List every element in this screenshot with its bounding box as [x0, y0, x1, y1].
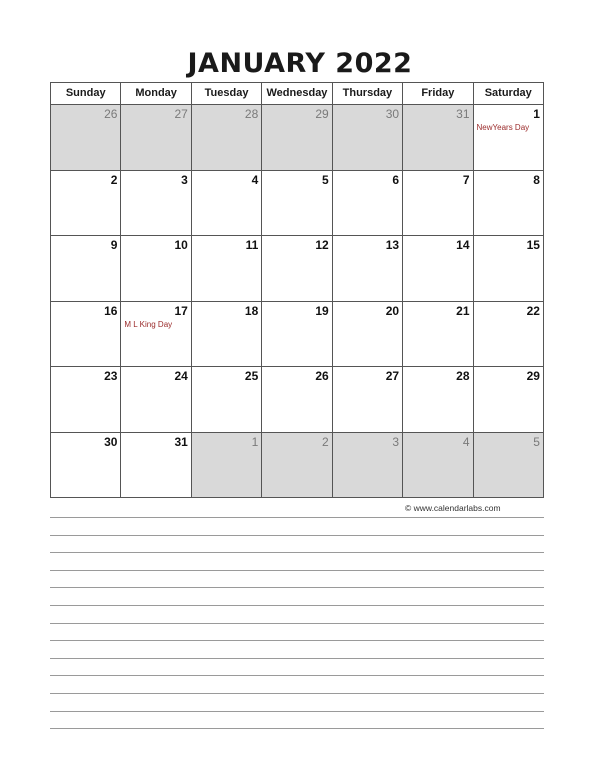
weeks-container: [51, 105, 543, 497]
day-cell: [51, 236, 120, 301]
day-number: 16: [104, 303, 118, 318]
day-cell-other-month: [261, 433, 331, 498]
week-row: [51, 366, 543, 432]
day-cell: [402, 367, 472, 432]
day-number: 3: [181, 172, 188, 187]
note-line: [50, 693, 544, 694]
day-number: 26: [315, 369, 329, 383]
day-cell: [473, 105, 543, 170]
day-number: 17: [174, 303, 188, 318]
day-cell-other-month: [402, 105, 472, 170]
note-line: [50, 605, 544, 606]
week-row: [51, 301, 543, 367]
day-cell-other-month: [332, 105, 402, 170]
day-number: 20: [385, 303, 400, 318]
day-number: 1: [533, 107, 540, 121]
day-cell-other-month: [191, 433, 261, 498]
day-number: 1: [251, 434, 259, 449]
day-cell: [402, 302, 472, 367]
day-cell: [473, 171, 543, 236]
weekday-header-sunday: Sunday: [65, 87, 106, 99]
day-cell: [120, 236, 190, 301]
note-line: [50, 623, 544, 624]
day-number: 24: [174, 369, 188, 383]
day-number: 19: [315, 303, 329, 318]
note-line: [50, 535, 544, 536]
day-cell: [51, 367, 120, 432]
day-cell: [120, 171, 190, 236]
weekday-header-tuesday: Tuesday: [191, 83, 261, 104]
day-cell: [261, 302, 331, 367]
note-line: [50, 728, 544, 729]
day-number: 3: [392, 434, 400, 449]
week-row: [51, 170, 543, 236]
day-number: 5: [322, 172, 329, 187]
day-cell: [261, 171, 331, 236]
day-number: 28: [244, 107, 259, 121]
day-cell: [51, 433, 120, 498]
day-cell-other-month: [402, 433, 472, 498]
day-number: 21: [456, 303, 470, 318]
day-number: 29: [315, 107, 329, 121]
day-number: 22: [526, 303, 540, 318]
day-number: 4: [462, 434, 470, 449]
day-cell: [473, 302, 543, 367]
day-number: 14: [456, 238, 470, 252]
note-line: [50, 640, 544, 641]
day-cell: [332, 236, 402, 301]
day-cell: [120, 302, 190, 367]
day-number: 4: [251, 172, 259, 187]
day-cell: [191, 236, 261, 301]
day-cell: [120, 433, 190, 498]
day-number: 2: [110, 172, 118, 187]
note-line: [50, 711, 544, 712]
holiday-label: NewYears Day: [476, 123, 530, 132]
day-number: 5: [533, 434, 540, 449]
holiday-label: M L King Day: [124, 319, 173, 329]
day-cell: [402, 236, 472, 301]
day-cell: [51, 171, 120, 236]
day-number: 9: [110, 238, 118, 252]
day-number: 13: [385, 238, 400, 252]
day-cell: [473, 367, 543, 432]
weekday-header-saturday: Saturday: [473, 83, 543, 104]
day-number: 8: [533, 172, 540, 187]
day-cell: [473, 236, 543, 301]
day-number: 26: [104, 107, 118, 121]
day-cell: [51, 302, 120, 367]
day-cell: [261, 236, 331, 301]
day-number: 15: [526, 238, 540, 252]
calendar-grid: [50, 82, 544, 498]
week-row: [51, 105, 543, 170]
day-cell: [332, 171, 402, 236]
day-cell-other-month: [191, 105, 261, 170]
day-number: 25: [244, 369, 259, 383]
day-number: 30: [385, 107, 400, 121]
day-number: 28: [456, 369, 470, 383]
day-cell: [191, 302, 261, 367]
day-number: 29: [526, 369, 540, 383]
day-cell: [332, 302, 402, 367]
weekday-header-row: [51, 83, 543, 105]
day-cell-other-month: [332, 433, 402, 498]
weekday-header-wednesday: Wednesday: [261, 83, 331, 104]
day-number: 2: [322, 434, 329, 449]
day-number: 31: [174, 434, 188, 449]
day-cell-other-month: [51, 105, 120, 170]
day-cell-other-month: [473, 433, 543, 498]
notes-lines: [50, 517, 544, 746]
week-row: [51, 235, 543, 301]
day-number: 27: [385, 369, 400, 383]
day-cell: [402, 171, 472, 236]
day-cell: [191, 367, 261, 432]
day-cell-other-month: [261, 105, 331, 170]
day-number: 31: [456, 107, 470, 121]
day-number: 6: [392, 172, 400, 187]
day-number: 10: [174, 238, 188, 252]
day-number: 30: [104, 434, 118, 449]
note-line: [50, 587, 544, 588]
weekday-header-friday: Friday: [402, 83, 472, 104]
day-number: 12: [315, 238, 329, 252]
day-number: 18: [244, 303, 259, 318]
credit-text: © www.calendarlabs.com: [405, 503, 501, 513]
day-cell: [191, 171, 261, 236]
day-cell: [261, 367, 331, 432]
note-line: [50, 675, 544, 676]
week-row: [51, 432, 543, 498]
weekday-header-monday: Monday: [120, 83, 190, 104]
calendar-title: JANUARY 2022: [187, 48, 413, 79]
day-number: 23: [104, 369, 118, 383]
note-line: [50, 658, 544, 659]
day-cell: [120, 367, 190, 432]
day-number: 7: [462, 172, 470, 187]
day-cell-other-month: [120, 105, 190, 170]
day-number: 11: [245, 238, 259, 252]
day-number: 27: [174, 107, 188, 121]
day-cell: [332, 367, 402, 432]
note-line: [50, 517, 544, 518]
note-line: [50, 552, 544, 553]
weekday-header-thursday: Thursday: [332, 83, 402, 104]
note-line: [50, 570, 544, 571]
